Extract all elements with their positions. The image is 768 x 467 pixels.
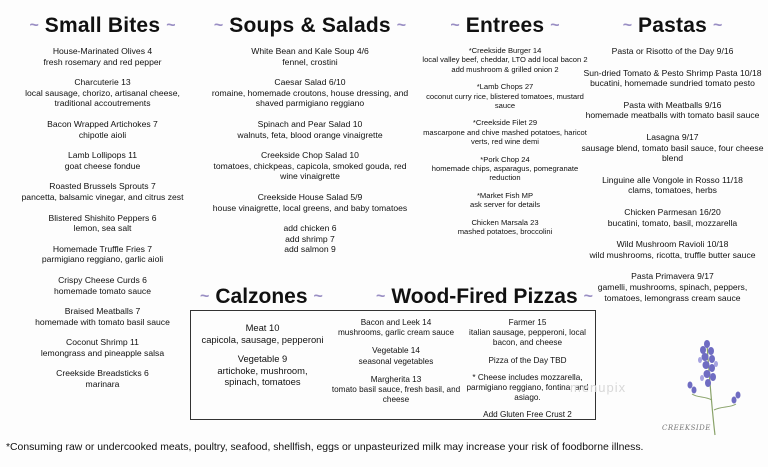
menu-item — [580, 132, 765, 164]
item-desc: local valley beef, cheddar, LTO add local bacon 2 add mushroom & grilled onion 2 — [422, 55, 588, 74]
item-desc: house vinaigrette, local greens, and baby tomatoes — [212, 202, 408, 213]
item-desc: tomato basil sauce, fresh basil, and cheese — [331, 385, 461, 405]
soups-salads-heading: ~ Soups & Salads ~ — [213, 14, 407, 37]
soups-salads-section — [210, 12, 410, 255]
item-name: Spinach and Pear Salad 10 — [257, 118, 363, 129]
item-desc: homemade meatballs with tomato basil sauce — [585, 110, 760, 121]
item-name: Coconut Shrimp 11 — [66, 337, 139, 348]
item-name: Wild Mushroom Ravioli 10/18 — [616, 239, 729, 250]
item-desc: gamelli, mushrooms, spinach, peppers, tomatoes, lemongrass cream sauce — [597, 281, 748, 303]
item-desc: homemade tomato sauce — [54, 285, 151, 296]
menu-item — [580, 239, 765, 260]
tilde-ornament-icon: ~ — [583, 288, 593, 305]
item-desc: romaine, homemade croutons, house dressing, and shaved parmigiano reggiano — [211, 87, 409, 109]
tilde-ornament-icon: ~ — [200, 288, 210, 305]
item-desc: seasonal vegetables — [358, 356, 434, 366]
watermark-text: menupix — [570, 380, 627, 395]
tilde-ornament-icon: ~ — [450, 17, 460, 34]
salad-addons — [210, 223, 410, 255]
pizzas-list-right — [460, 318, 595, 428]
menu-item — [420, 218, 590, 237]
menu-item — [460, 318, 595, 349]
item-name: Pasta with Meatballs 9/16 — [623, 99, 722, 110]
item-desc: ask server for details — [469, 200, 541, 210]
item-desc: lemon, sea salt — [73, 223, 132, 234]
item-name: Caesar Salad 6/10 — [274, 77, 346, 88]
item-name: Creekside Breadsticks 6 — [56, 368, 149, 379]
menu-item — [210, 150, 410, 182]
menu-item — [420, 82, 590, 110]
item-name: Crispy Cheese Curds 6 — [58, 274, 147, 285]
item-name: Chicken Marsala 23 — [471, 217, 539, 227]
entrees-section — [420, 12, 590, 245]
menu-item — [10, 46, 195, 67]
item-desc: homemade chips, asparagus, pomegranate reduction — [431, 164, 579, 183]
item-desc: local sausage, chorizo, artisanal cheese, traditional accoutrements — [25, 87, 180, 109]
cheese-note: * Cheese includes mozzarella, parmigiano reggiano, fontina, and asiago. — [466, 372, 589, 403]
menu-item — [210, 192, 410, 213]
menu-item — [10, 368, 195, 389]
entrees-heading: ~ Entrees ~ — [450, 14, 560, 37]
item-name: Roasted Brussels Sprouts 7 — [49, 181, 156, 192]
menu-item — [420, 155, 590, 183]
item-desc: mashed potatoes, broccolini — [457, 227, 553, 237]
item-desc: bucatini, homemade sundried tomato pesto — [590, 78, 755, 89]
item-name: Pasta Primavera 9/17 — [631, 271, 714, 282]
menu-item — [580, 100, 765, 121]
menu-item — [10, 306, 195, 327]
item-name: Homemade Truffle Fries 7 — [52, 243, 153, 254]
pastas-section — [580, 12, 765, 314]
item-name: *Lamb Chops 27 — [476, 82, 534, 92]
small-bites-heading: ~ Small Bites ~ — [29, 14, 176, 37]
small-bites-section — [10, 12, 195, 400]
menu-item — [580, 68, 765, 89]
pizzas-list-left — [330, 318, 462, 413]
calzones-list — [200, 322, 325, 396]
tilde-ornament-icon: ~ — [396, 17, 407, 34]
menu-item — [580, 175, 765, 196]
item-desc: artichoke, mushroom, spinach, tomatoes — [217, 364, 308, 387]
item-name: Pasta or Risotto of the Day 9/16 — [611, 46, 734, 56]
item-name: *Creekside Filet 29 — [472, 118, 538, 128]
item-name: Creekside House Salad 5/9 — [257, 191, 363, 202]
menu-item — [420, 118, 590, 146]
menu-item — [200, 322, 325, 345]
item-name: *Pork Chop 24 — [480, 154, 530, 164]
tilde-ornament-icon: ~ — [622, 17, 633, 34]
item-desc: coconut curry rice, blistered tomatoes, mustard sauce — [426, 91, 584, 111]
menu-item — [210, 46, 410, 67]
menu-item — [200, 353, 325, 388]
menu-item — [10, 181, 195, 202]
item-name: Lasagna 9/17 — [646, 131, 699, 142]
item-name: Creekside Chop Salad 10 — [261, 150, 359, 161]
item-desc: sausage blend, tomato basil sauce, four cheese blend — [581, 142, 764, 164]
item-name: House-Marinated Olives 4 — [52, 46, 153, 56]
item-name: Pizza of the Day TBD — [488, 355, 567, 365]
menu-item — [210, 119, 410, 140]
menu-item — [10, 150, 195, 171]
foodborne-illness-notice: *Consuming raw or undercooked meats, poultry, seafood, shellfish, eggs or unpasteurized milk may increase your risk of foodborne illness. — [6, 442, 644, 453]
tilde-ornament-icon: ~ — [166, 17, 176, 34]
menu-item — [10, 119, 195, 140]
item-desc: lemongrass and pineapple salsa — [40, 347, 165, 358]
signature-text: CREEKSIDE — [662, 424, 711, 432]
item-name: Charcuterie 13 — [74, 77, 131, 88]
tilde-ornament-icon: ~ — [29, 17, 39, 34]
addon-line: add shrimp 7 — [285, 233, 335, 244]
menu-item — [330, 375, 462, 406]
item-desc: tomatoes, chickpeas, capicola, smoked gouda, red wine vinaigrette — [213, 160, 407, 182]
item-desc: clams, tomatoes, herbs — [628, 185, 717, 196]
item-desc: walnuts, feta, blood orange vinaigrette — [237, 129, 383, 140]
item-name: Margherita 13 — [370, 374, 422, 384]
item-name: Vegetable 14 — [372, 346, 420, 356]
item-name: Lamb Lollipops 11 — [67, 150, 138, 161]
tilde-ornament-icon: ~ — [313, 288, 323, 305]
item-desc: fresh rosemary and red pepper — [43, 56, 162, 67]
item-desc: pancetta, balsamic vinegar, and citrus zest — [21, 191, 184, 202]
menu-item — [580, 46, 765, 57]
item-name: Meat 10 — [245, 322, 280, 333]
menu-item — [420, 191, 590, 210]
menu-item — [10, 275, 195, 296]
item-name: Braised Meatballs 7 — [64, 306, 141, 317]
item-desc: mascarpone and chive mashed potatoes, haricot verts, red wine demi — [423, 127, 587, 147]
menu-item — [10, 213, 195, 234]
item-name: Linguine alle Vongole in Rosso 11/18 — [602, 174, 743, 185]
menu-item — [580, 207, 765, 228]
menu-item — [330, 318, 462, 338]
item-desc: parmigiano reggiano, garlic aioli — [41, 254, 164, 265]
menu-item — [10, 77, 195, 109]
item-name: *Market Fish MP — [476, 190, 534, 200]
item-name: *Creekside Burger 14 — [468, 46, 542, 55]
item-desc: homemade with tomato basil sauce — [35, 316, 170, 327]
item-desc: goat cheese fondue — [64, 160, 141, 171]
addon-line: add chicken 6 — [283, 223, 337, 234]
item-name: Bacon and Leek 14 — [360, 318, 432, 327]
item-name: Add Gluten Free Crust 2 — [483, 410, 572, 420]
menu-item — [580, 271, 765, 303]
item-name: Bacon Wrapped Artichokes 7 — [47, 118, 158, 129]
item-desc: bucatini, tomato, basil, mozzarella — [607, 217, 738, 228]
item-desc: chipotle aioli — [78, 129, 127, 140]
item-desc: marinara — [85, 379, 120, 390]
menu-item — [210, 77, 410, 109]
item-name: Blistered Shishito Peppers 6 — [48, 212, 157, 223]
calzones-heading: ~ Calzones ~ — [200, 285, 323, 308]
menu-item — [460, 410, 595, 420]
tilde-ornament-icon: ~ — [213, 17, 224, 34]
item-desc: fennel, crostini — [282, 56, 338, 67]
item-name: Chicken Parmesan 16/20 — [624, 206, 721, 217]
item-desc: wild mushrooms, ricotta, truffle butter sauce — [589, 249, 756, 260]
addon-line: add salmon 9 — [284, 244, 336, 255]
item-desc: mushrooms, garlic cream sauce — [337, 328, 455, 338]
item-desc: capicola, sausage, pepperoni — [201, 333, 324, 345]
menu-item — [420, 46, 590, 74]
item-desc: italian sausage, pepperoni, local bacon, and cheese — [469, 328, 586, 348]
menu-item — [10, 337, 195, 358]
item-name: White Bean and Kale Soup 4/6 — [251, 46, 369, 56]
pizzas-heading: ~ Wood-Fired Pizzas ~ — [376, 285, 593, 308]
item-name: Vegetable 9 — [237, 353, 288, 364]
menu-item — [10, 244, 195, 265]
tilde-ornament-icon: ~ — [376, 288, 386, 305]
item-name: Farmer 15 — [508, 318, 547, 327]
menu-item — [330, 346, 462, 366]
menu-item — [460, 356, 595, 366]
pastas-heading: ~ Pastas ~ — [622, 14, 723, 37]
item-name: Sun-dried Tomato & Pesto Shrimp Pasta 10/18 — [583, 67, 762, 78]
tilde-ornament-icon: ~ — [712, 17, 723, 34]
tilde-ornament-icon: ~ — [550, 17, 560, 34]
